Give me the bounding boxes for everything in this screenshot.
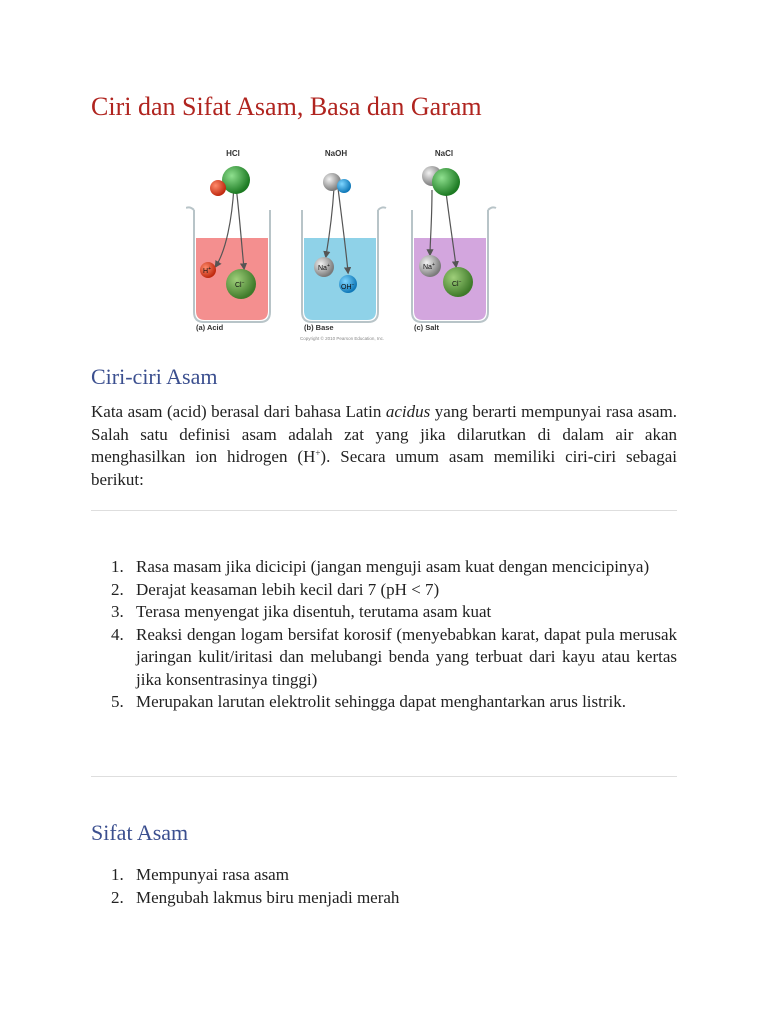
divider xyxy=(91,776,677,777)
latin-term: acidus xyxy=(385,402,431,421)
ion-charge: − xyxy=(241,280,245,286)
ion-charge: + xyxy=(431,262,435,268)
list-item: 1. Rasa masam jika dicicipi (jangan menguji asam kuat dengan mencicipinya) xyxy=(111,557,650,576)
list-item: 2. Mengubah lakmus biru menjadi merah xyxy=(111,887,400,907)
ion-charge: − xyxy=(351,282,355,288)
ion-label: Na xyxy=(423,264,432,271)
sifat-asam-list xyxy=(91,864,677,909)
ion-label: H xyxy=(203,268,209,275)
list-item-text: Derajat keasaman lebih kecil dari 7 (pH < 7) xyxy=(136,579,440,599)
panel-base xyxy=(302,149,386,332)
list-item-text: Mengubah lakmus biru menjadi merah xyxy=(136,887,400,907)
list-item-text: Rasa masam jika dicicipi (jangan menguji asam kuat dengan mencicipinya) xyxy=(136,557,650,576)
para-text: ). Secara umum asam memiliki ciri-ciri sebagai berikut: xyxy=(91,447,677,489)
chlorine-atom xyxy=(222,166,250,194)
panel-caption: (c) Salt xyxy=(414,323,440,332)
panel-caption: (b) Base xyxy=(304,323,334,332)
figure-copyright: Copyright © 2010 Pearson Education, Inc. xyxy=(300,336,385,341)
ion-charge: − xyxy=(458,279,462,285)
page-title: Ciri dan Sifat Asam, Basa dan Garam xyxy=(91,92,482,121)
panel-salt xyxy=(412,149,496,332)
list-item: 2. Derajat keasaman lebih kecil dari 7 (pH < 7) xyxy=(111,579,440,599)
list-item-text: Merupakan larutan elektrolit sehingga dapat menghantarkan arus listrik. xyxy=(136,692,627,711)
superscript-charge: + xyxy=(315,448,321,458)
para-text: Kata asam (acid) berasal dari bahasa Latin xyxy=(91,402,386,421)
para-text: yang berarti mempunyai rasa asam. Salah satu definisi asam adalah zat yang jika dilarutkan di dalam air akan menghasilkan ion hidrogen (H xyxy=(91,402,677,466)
list-item-text: Reaksi dengan logam bersifat korosif (menyebabkan karat, dapat pula merusak jaringan kulit/iritasi dan melubangi benda yang terbuat dari kayu atau kertas jika konsentrasinya tinggi) xyxy=(136,624,677,689)
list-item-text: Terasa menyengat jika disentuh, terutama asam kuat xyxy=(136,602,492,621)
formula-label: NaCl xyxy=(434,149,454,158)
formula-label: NaOH xyxy=(324,149,348,158)
list-item: 1. Mempunyai rasa asam xyxy=(111,865,289,884)
section-heading-ciri-asam: Ciri-ciri Asam xyxy=(91,364,218,389)
intro-paragraph xyxy=(91,401,677,491)
hydrogen-atom xyxy=(210,180,226,196)
panel-caption: (a) Acid xyxy=(196,323,224,332)
ion-label: Cl xyxy=(235,282,242,289)
list-item-text: Mempunyai rasa asam xyxy=(136,865,289,884)
list-item: 4. Reaksi dengan logam bersifat korosif (menyebabkan karat, dapat pula merusak jaringan kulit/iritasi dan melubangi benda yang terbuat dari kayu atau kertas jika konsentrasinya tinggi) xyxy=(111,624,677,689)
ciri-asam-list xyxy=(91,556,677,714)
section-heading-sifat-asam: Sifat Asam xyxy=(91,820,189,845)
list-item: 5. Merupakan larutan elektrolit sehingga dapat menghantarkan arus listrik. xyxy=(111,692,627,711)
list-item: 3. Terasa menyengat jika disentuh, terutama asam kuat xyxy=(111,602,492,621)
liquid xyxy=(304,238,376,320)
ion-label: Cl xyxy=(452,281,459,288)
acid-base-salt-figure xyxy=(186,140,576,345)
formula-label: HCl xyxy=(226,149,240,158)
panel-acid xyxy=(186,149,270,332)
ion-charge: + xyxy=(326,263,330,269)
hydroxide-group xyxy=(337,179,351,193)
chlorine-atom xyxy=(432,168,460,196)
ion-charge: + xyxy=(208,266,211,272)
divider xyxy=(91,510,677,511)
ion-label: Na xyxy=(318,265,327,272)
ion-label: OH xyxy=(341,284,352,291)
